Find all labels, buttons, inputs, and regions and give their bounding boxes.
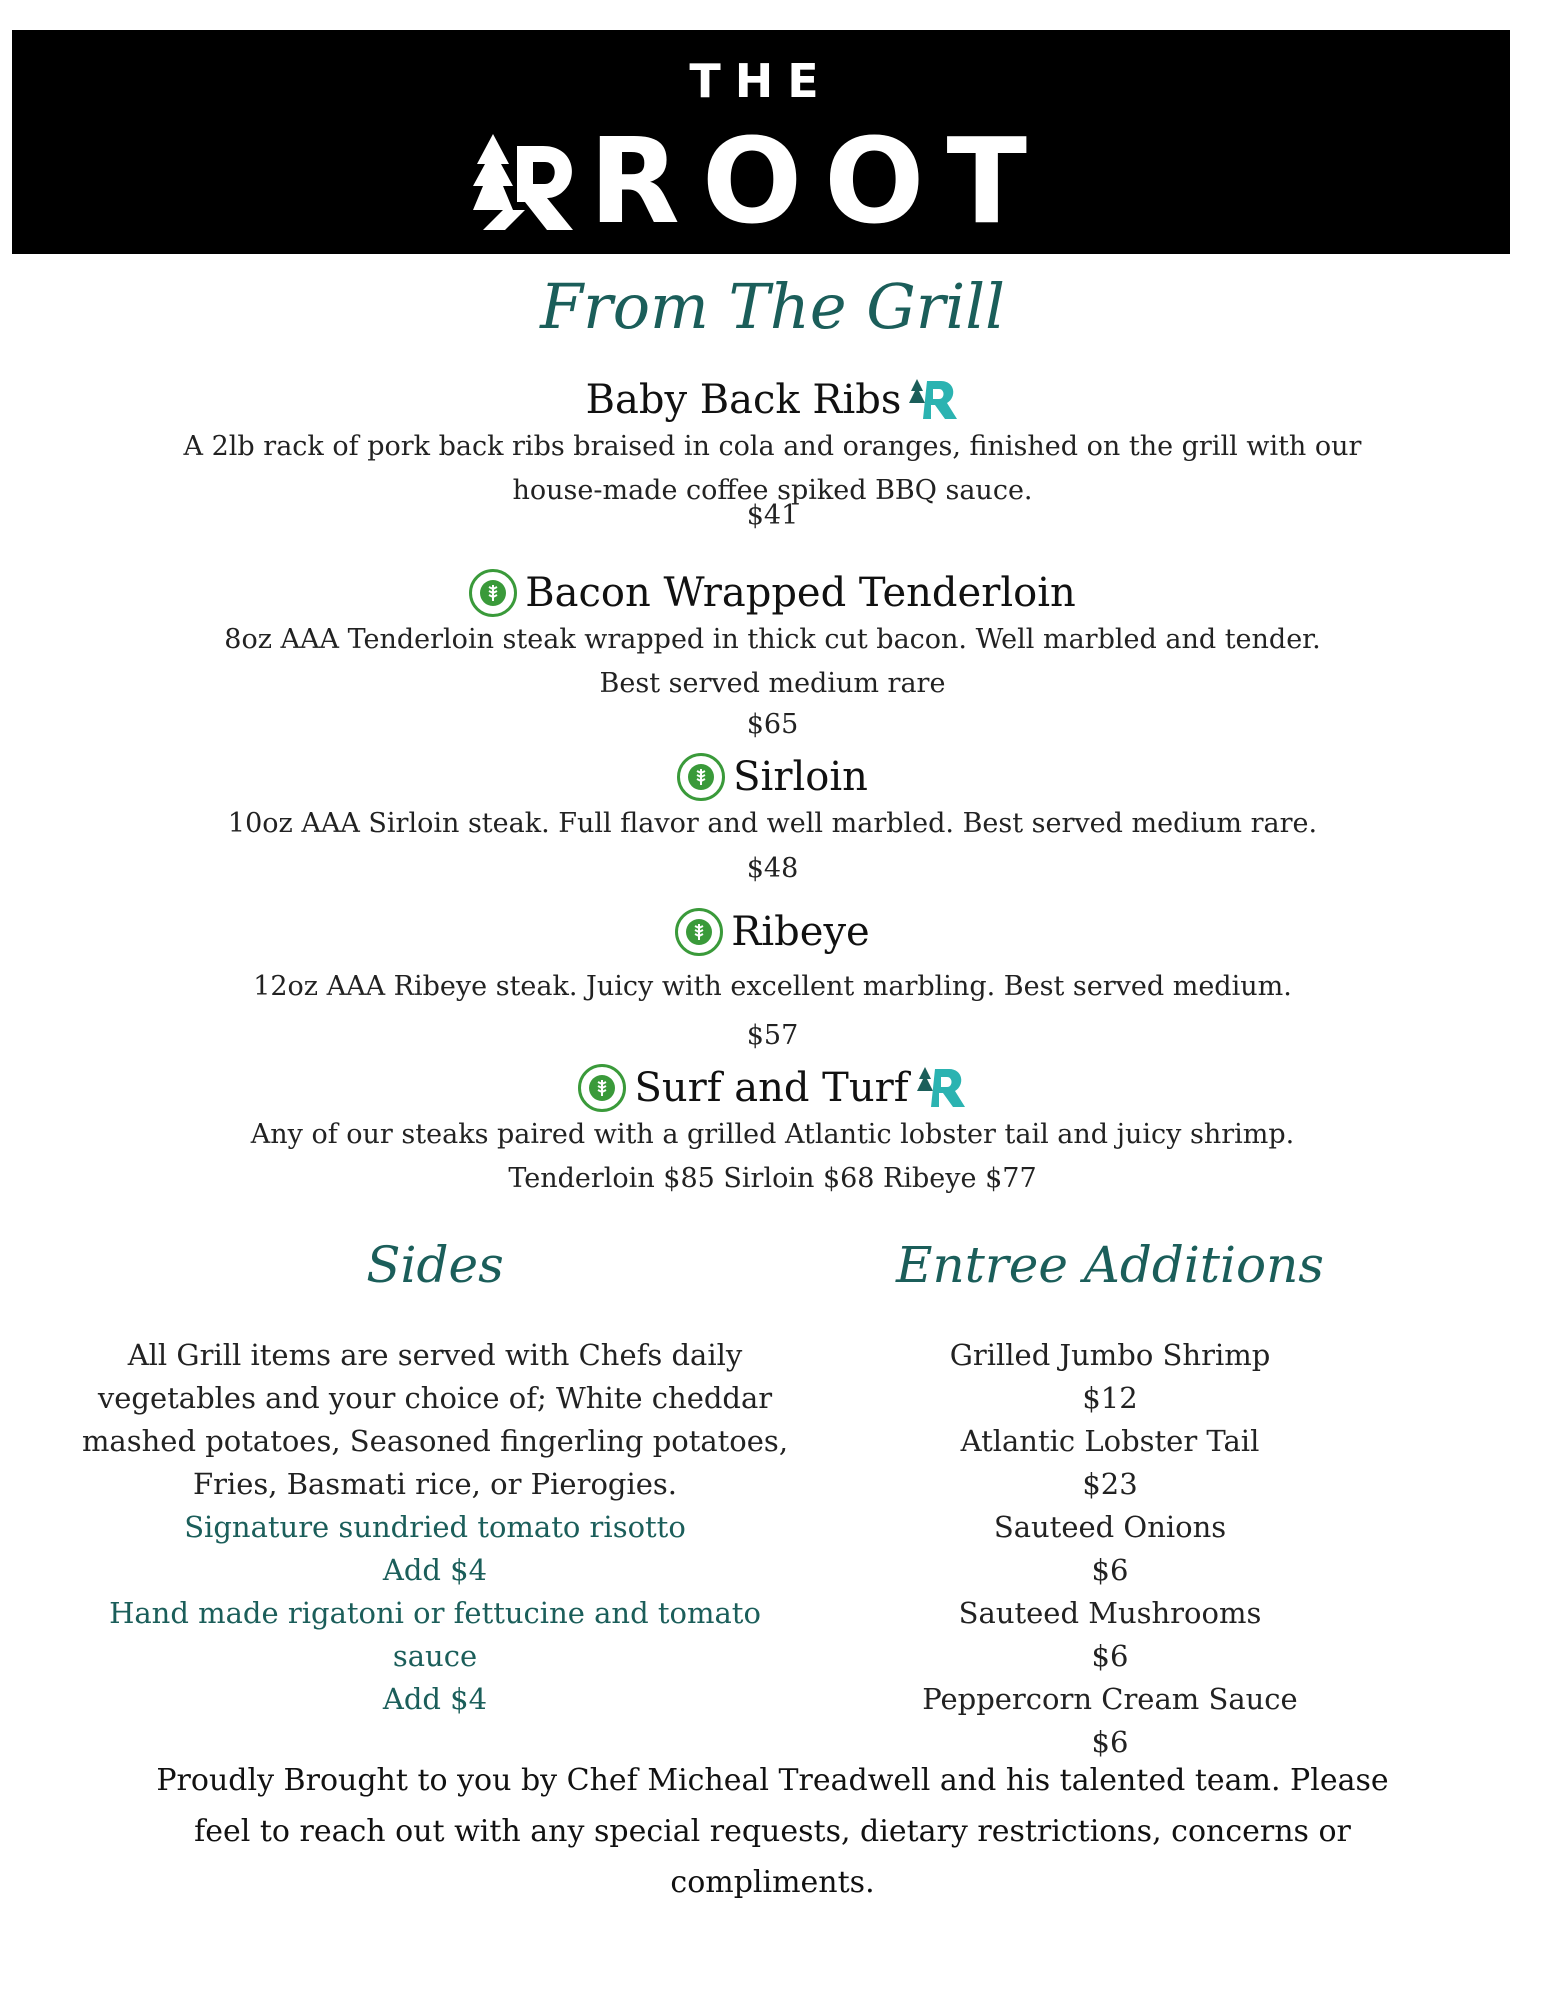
- addition-name: Atlantic Lobster Tail: [960, 1424, 1260, 1458]
- header-banner: [12, 30, 1510, 254]
- description-line: Any of our steaks paired with a grilled Atlantic lobster tail and juicy shrimp.: [250, 1119, 1295, 1150]
- item-description: [60, 802, 1485, 846]
- addition-name: Sauteed Mushrooms: [958, 1596, 1262, 1630]
- footer-line: feel to reach out with any special requests, dietary restrictions, concerns or: [194, 1814, 1351, 1849]
- description-line: Tenderloin $85 Sirloin $68 Ribeye $77: [508, 1163, 1037, 1194]
- item-name-row: [60, 375, 1485, 425]
- addition-price: $6: [1091, 1553, 1129, 1587]
- addition-price: $6: [1091, 1639, 1129, 1673]
- addition-name: Sauteed Onions: [993, 1510, 1227, 1544]
- menu-item-surf-and-turf: [60, 1063, 1485, 1201]
- gluten-free-icon: [675, 908, 723, 956]
- upgrade-line: Add $4: [382, 1553, 488, 1587]
- item-price: $57: [746, 1020, 799, 1051]
- footer-line: Proudly Brought to you by Chef Micheal Treadwell and his talented team. Please: [156, 1763, 1389, 1798]
- section-title: From The Grill: [540, 270, 1005, 343]
- addition-name: Peppercorn Cream Sauce: [922, 1682, 1298, 1716]
- root-logo-icon: [909, 375, 959, 425]
- sides-section: [80, 1230, 790, 1721]
- description-line: 8oz AAA Tenderloin steak wrapped in thick cut bacon. Well marbled and tender.: [224, 624, 1321, 655]
- brand-logo: [12, 112, 1510, 250]
- item-price: $41: [746, 500, 799, 531]
- description-line: 10oz AAA Sirloin steak. Full flavor and well marbled. Best served medium rare.: [227, 808, 1318, 839]
- upgrade-line: sauce: [392, 1639, 478, 1673]
- item-name: Baby Back Ribs: [585, 377, 902, 423]
- addition-name: Grilled Jumbo Shrimp: [949, 1338, 1271, 1372]
- upgrade-line: Signature sundried tomato risotto: [184, 1510, 686, 1544]
- root-logo-icon: [917, 1063, 967, 1113]
- item-description: [60, 965, 1485, 1009]
- brand-name: ROOT: [589, 112, 1049, 250]
- menu-item-sirloin: [60, 752, 1485, 888]
- sides-body: [80, 1334, 790, 1721]
- footer-line: compliments.: [670, 1865, 875, 1900]
- item-name-row: [60, 752, 1485, 802]
- upgrade-line: Add $4: [382, 1682, 488, 1716]
- sides-title: Sides: [366, 1236, 504, 1294]
- item-name-row: [60, 568, 1485, 618]
- additions-body: [850, 1334, 1370, 1764]
- item-name: Ribeye: [731, 909, 870, 955]
- gluten-free-icon: [578, 1064, 626, 1112]
- sides-line: All Grill items are served with Chefs daily: [127, 1338, 743, 1372]
- menu-item-bacon-wrapped-tenderloin: [60, 568, 1485, 744]
- menu-item-ribeye: [60, 907, 1485, 1055]
- sides-line: mashed potatoes, Seasoned fingerling potatoes,: [81, 1424, 789, 1458]
- tree-r-logo-icon: [473, 126, 583, 236]
- item-name: Bacon Wrapped Tenderloin: [525, 570, 1076, 616]
- description-line: Best served medium rare: [599, 668, 946, 699]
- gluten-free-icon: [677, 753, 725, 801]
- item-name-row: [60, 907, 1485, 957]
- item-name: Sirloin: [733, 754, 868, 800]
- item-name: Surf and Turf: [634, 1065, 909, 1111]
- item-description: [60, 618, 1485, 706]
- sides-line: Fries, Basmati rice, or Pierogies.: [192, 1467, 678, 1501]
- item-name-row: [60, 1063, 1485, 1113]
- item-description: [60, 1113, 1485, 1201]
- addition-price: $12: [1082, 1381, 1138, 1415]
- description-line: 12oz AAA Ribeye steak. Juicy with excellent marbling. Best served medium.: [253, 971, 1292, 1002]
- upgrade-line: Hand made rigatoni or fettucine and tomato: [109, 1596, 761, 1630]
- item-price: $65: [746, 709, 799, 740]
- brand-the: THE: [689, 54, 833, 108]
- description-line: house-made coffee spiked BBQ sauce.: [512, 475, 1033, 506]
- addition-price: $23: [1082, 1467, 1138, 1501]
- gluten-free-icon: [469, 569, 517, 617]
- menu-item-baby-back-ribs: [60, 375, 1485, 535]
- entree-additions-section: [850, 1230, 1370, 1764]
- additions-title: Entree Additions: [896, 1236, 1324, 1294]
- description-line: A 2lb rack of pork back ribs braised in cola and oranges, finished on the grill with our: [183, 431, 1362, 462]
- addition-price: $6: [1091, 1725, 1129, 1759]
- footer-note: [150, 1755, 1395, 1908]
- sides-line: vegetables and your choice of; White cheddar: [97, 1381, 773, 1415]
- item-price: $48: [746, 853, 799, 884]
